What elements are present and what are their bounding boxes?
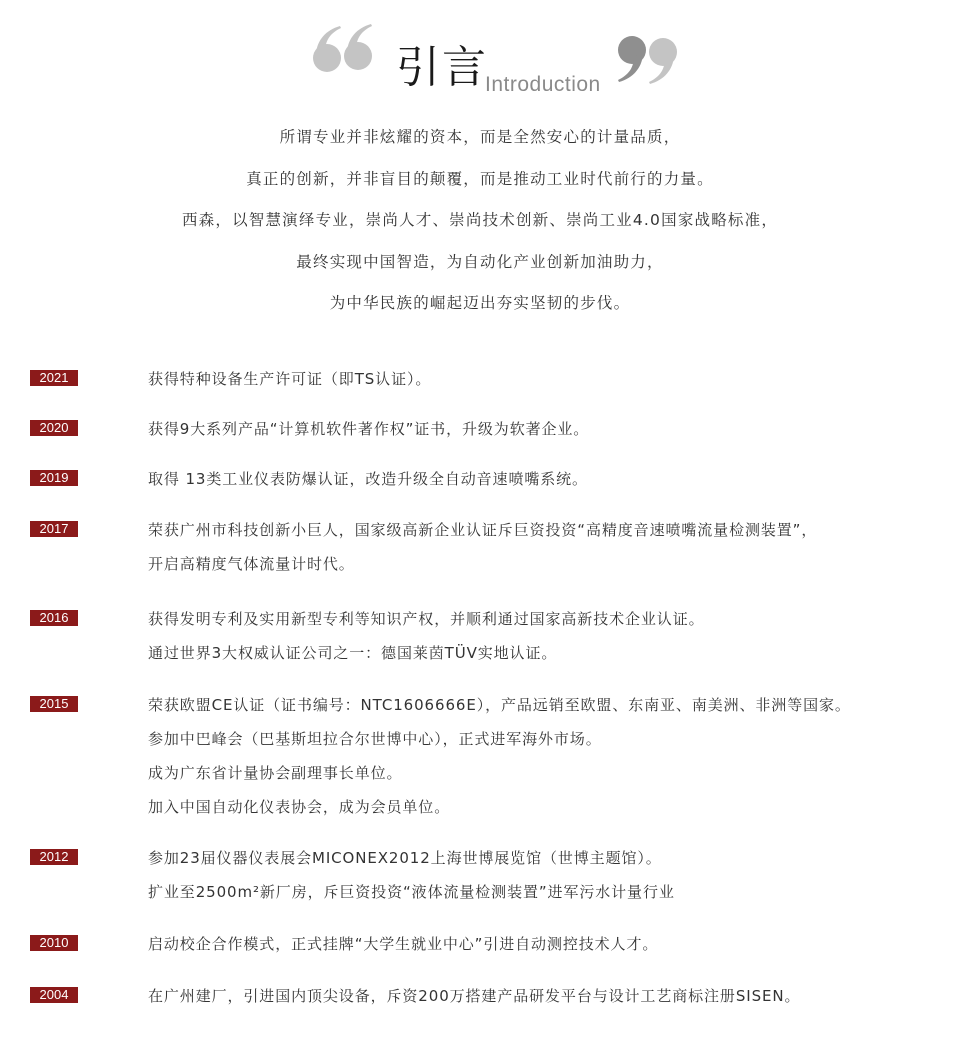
entry-line: 参加中巴峰会（巴基斯坦拉合尔世博中心），正式进军海外市场。 [148, 730, 602, 748]
intro-line: 西森，以智慧演绎专业，崇尚人才、崇尚技术创新、崇尚工业4.0国家战略标准， [181, 211, 779, 229]
entry-text [148, 513, 948, 581]
entry-text [148, 462, 948, 496]
intro-line: 最终实现中国智造，为自动化产业创新加油助力， [296, 252, 664, 271]
entry-line: 荣获欧盟CE认证（证书编号：NTC1606666E），产品远销至欧盟、东南亚、南美洲、非洲等国家。 [148, 696, 851, 714]
year-badge: 2015 [30, 696, 78, 712]
intro-line: 真正的创新，并非盲目的颠覆，而是推动工业时代前行的力量。 [246, 169, 714, 188]
entry-line: 扩业至2500m²新厂房，斥巨资投资“液体流量检测装置”进军污水计量行业 [148, 883, 675, 901]
entry-line: 获得发明专利及实用新型专利等知识产权，并顺利通过国家高新技术企业认证。 [148, 610, 705, 628]
intro-line: 为中华民族的崛起迈出夯实坚韧的步伐。 [329, 294, 631, 312]
entry-line: 成为广东省计量协会副理事长单位。 [148, 764, 403, 782]
year-badge: 2016 [30, 610, 78, 626]
entry-text [148, 602, 948, 670]
entry-line: 参加23届仪器仪表展会MICONEX2012上海世博展览馆（世博主题馆）。 [148, 849, 662, 867]
entry-text [148, 979, 948, 1013]
entry-text [148, 362, 948, 396]
entry-line: 启动校企合作模式，正式挂牌“大学生就业中心”引进自动测控技术人才。 [148, 935, 659, 953]
page-subtitle: Introduction [485, 73, 601, 96]
year-badge: 2010 [30, 935, 78, 951]
year-badge: 2021 [30, 370, 78, 386]
page-header [0, 0, 960, 110]
close-quote-icon [612, 30, 686, 86]
entry-line: 通过世界3大权威认证公司之一：德国莱茵TÜV实地认证。 [148, 644, 558, 662]
year-badge: 2017 [30, 521, 78, 537]
page-title: 引言 [396, 42, 488, 93]
year-badge: 2019 [30, 470, 78, 486]
intro-paragraph [0, 122, 960, 330]
entry-text [148, 841, 948, 909]
entry-line: 开启高精度气体流量计时代。 [148, 555, 355, 573]
entry-line: 获得9大系列产品“计算机软件著作权”证书，升级为软著企业。 [148, 420, 590, 438]
entry-line: 荣获广州市科技创新小巨人，国家级高新企业认证斥巨资投资“高精度音速喷嘴流量检测装置”， [148, 521, 818, 539]
entry-text [148, 412, 948, 446]
intro-line: 所谓专业并非炫耀的资本，而是全然安心的计量品质， [279, 128, 681, 146]
open-quote-icon [308, 24, 382, 80]
year-badge: 2012 [30, 849, 78, 865]
entry-line: 获得特种设备生产许可证（即TS认证）。 [148, 370, 432, 388]
entry-line: 加入中国自动化仪表协会，成为会员单位。 [148, 798, 451, 816]
entry-line: 取得 13类工业仪表防爆认证，改造升级全自动音速喷嘴系统。 [148, 470, 588, 488]
entry-text [148, 688, 948, 824]
entry-line: 在广州建厂，引进国内顶尖设备，斥资200万搭建产品研发平台与设计工艺商标注册SISEN。 [148, 987, 801, 1005]
entry-text [148, 927, 948, 961]
year-badge: 2004 [30, 987, 78, 1003]
year-badge: 2020 [30, 420, 78, 436]
